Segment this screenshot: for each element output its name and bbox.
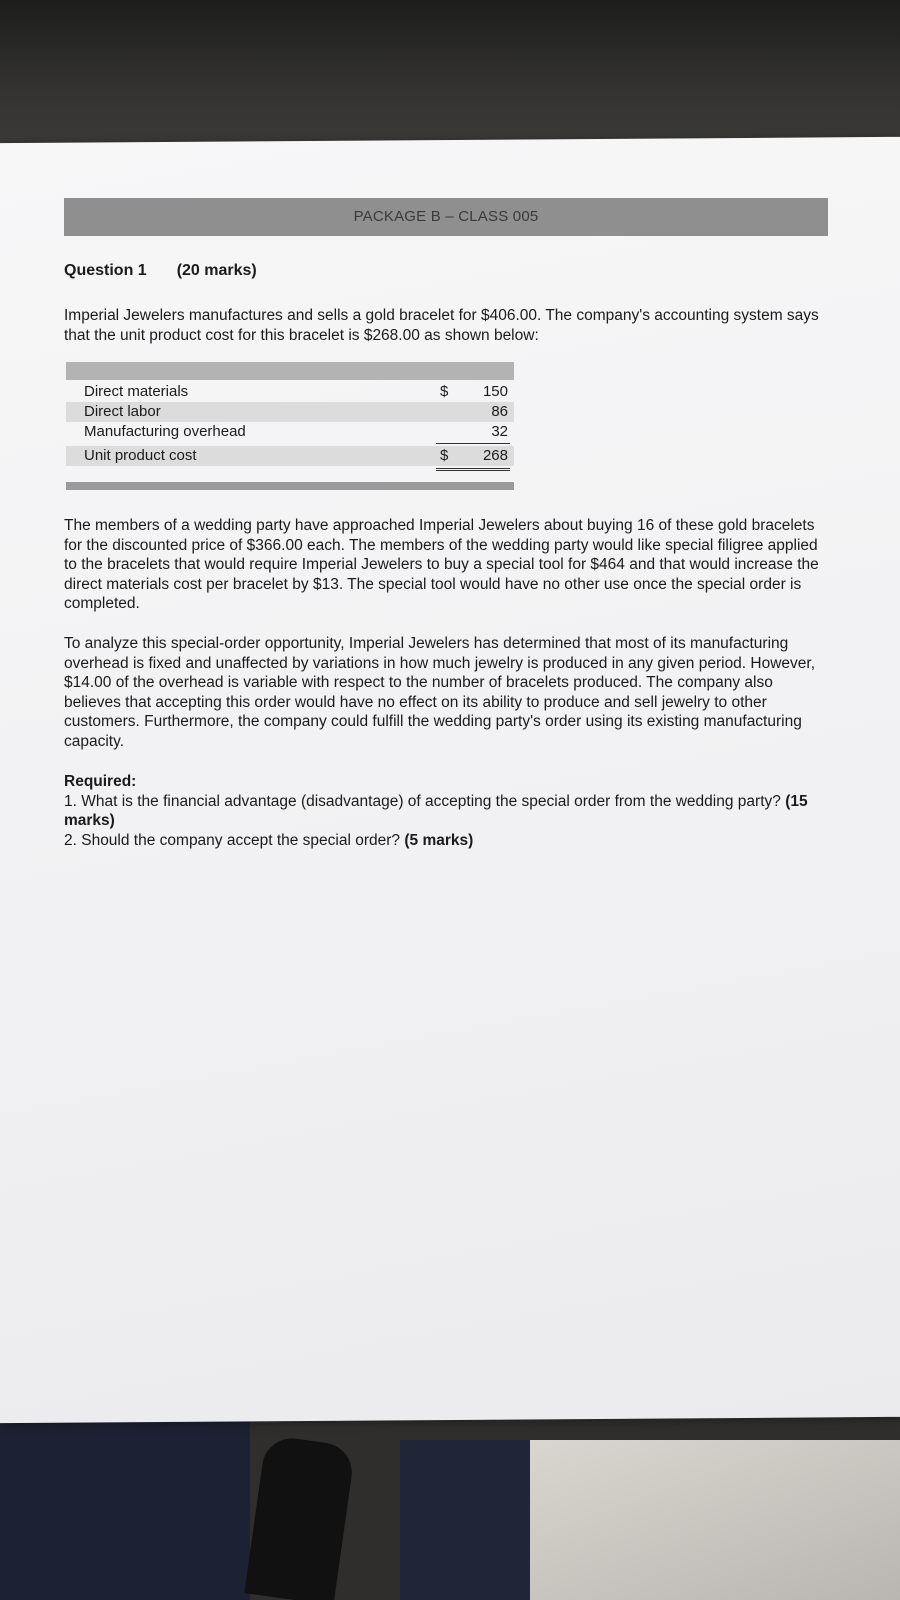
question-number: Question 1: [64, 262, 147, 279]
required-item-2-marks: (5 marks): [404, 831, 474, 849]
total-double-rule-2: [436, 470, 510, 471]
background-leg-left: [0, 1420, 250, 1600]
total-double-rule-1: [436, 468, 510, 469]
background-top: [0, 0, 900, 160]
question-marks: (20 marks): [176, 262, 257, 279]
row-label: Direct materials: [84, 383, 189, 400]
wedding-party-paragraph: The members of a wedding party have approached Imperial Jewelers about buying 16 of these gold bracelets for the discounted price of $366.00 each. The members of the wedding party would like special filigree applied to the bracelets that would require Imperial Jewelers to buy a special tool for $464 and that would increase the direct materials cost per bracelet by $13. The special tool would have no other use once the special order is completed.: [64, 517, 819, 612]
table-total-row: [66, 446, 514, 466]
background-floor: [530, 1440, 900, 1600]
row-label: Manufacturing overhead: [84, 423, 246, 440]
total-dollar-sign: $: [440, 447, 449, 464]
row-dollar-sign: $: [440, 383, 449, 400]
required-section: [64, 772, 824, 850]
required-item-1-text: 1. What is the financial advantage (disadvantage) of accepting the special order from the wedding party?: [64, 792, 786, 810]
table-row: [66, 382, 514, 402]
subtotal-rule: [436, 443, 510, 444]
background-leg-right: [400, 1440, 530, 1600]
required-heading: Required:: [64, 773, 137, 790]
row-value: 32: [491, 423, 508, 440]
intro-paragraph: Imperial Jewelers manufactures and sells a gold bracelet for $406.00. The company's accounting system says that the unit product cost for this bracelet is $268.00 as shown below:: [64, 307, 819, 344]
row-value: 150: [482, 383, 508, 400]
total-value: 268: [482, 447, 508, 464]
total-label: Unit product cost: [84, 447, 197, 464]
required-item-1: [64, 792, 824, 831]
table-row: [66, 422, 514, 442]
analysis-paragraph: To analyze this special-order opportunity, Imperial Jewelers has determined that most of its manufacturing overhead is fixed and unaffected by variations in how much jewelry is produced in any given period. However, $14.00 of the overhead is variable with respect to the number of bracelets produced. The company also believes that accepting this order would have no effect on its ability to produce and sell jewelry to other customers. Furthermore, the company could fulfill the wedding party's order using its existing manufacturing capacity.: [64, 635, 816, 750]
table-row: [66, 402, 514, 422]
table-header-bar: [66, 362, 514, 380]
row-value: 86: [491, 403, 508, 420]
table-footer-bar: [66, 482, 514, 490]
required-item-2-text: 2. Should the company accept the special order?: [64, 831, 405, 849]
package-banner: PACKAGE B – CLASS 005: [64, 198, 828, 236]
row-label: Direct labor: [84, 403, 161, 420]
required-item-1-marks: (15 marks): [64, 792, 808, 829]
required-item-2: [64, 831, 824, 851]
unit-cost-table: [66, 362, 514, 490]
question-title: [64, 262, 257, 280]
